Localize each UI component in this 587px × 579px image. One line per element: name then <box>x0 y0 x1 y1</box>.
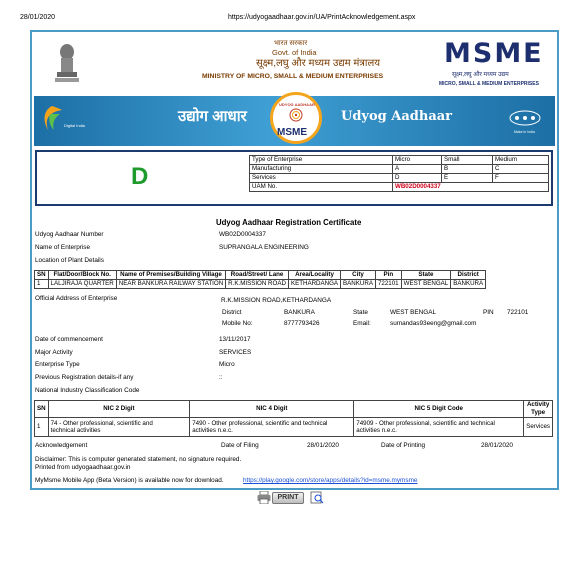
table-cell: F <box>493 174 549 183</box>
make-in-india-icon <box>508 108 542 128</box>
plant-table <box>34 270 486 289</box>
table-cell: B <box>442 165 493 174</box>
pin-label: PIN <box>483 309 494 316</box>
previous-reg-value: :: <box>219 374 223 381</box>
seal-msme-text: MSME <box>277 127 307 138</box>
table-cell: Micro <box>393 156 442 165</box>
print-url: https://udyogaadhaar.gov.in/UA/PrintAcknowledgement.aspx <box>228 14 416 21</box>
disclaimer: Disclaimer: This is computer generated statement, no signature required. <box>35 456 242 463</box>
uam-label: UAM No. <box>250 183 393 192</box>
ministry-text: MINISTRY OF MICRO, SMALL & MEDIUM ENTERPRISES <box>202 73 384 80</box>
table-row <box>35 280 486 289</box>
table-cell: WEST BENGAL <box>401 280 451 289</box>
table-header: NIC 4 Digit <box>190 401 354 418</box>
state-value: WEST BENGAL <box>390 309 437 316</box>
nic-table <box>34 400 553 437</box>
mobile-label: Mobile No: <box>222 320 253 327</box>
gov-text: Govt. of India <box>272 48 317 57</box>
enterprise-name-value: SUPRANGALA ENGINEERING <box>219 244 309 251</box>
table-header: SN <box>35 271 49 280</box>
table-header: NIC 2 Digit <box>48 401 190 418</box>
print-button[interactable]: PRINT <box>272 492 304 504</box>
category-table <box>249 155 549 192</box>
certificate-title: Udyog Aadhaar Registration Certificate <box>216 218 362 227</box>
table-cell: Medium <box>493 156 549 165</box>
msme-logo: MSME <box>444 38 544 69</box>
mobile-value: 8777793426 <box>284 320 320 327</box>
ack-label: Acknowledgement <box>35 442 88 449</box>
table-cell: D <box>393 174 442 183</box>
plant-label: Location of Plant Details <box>35 257 104 264</box>
uan-value: WB02D0004337 <box>219 231 266 238</box>
hindi-title: उद्योग आधार <box>178 108 247 125</box>
email-label: Email: <box>353 320 371 327</box>
state-label: State <box>353 309 368 316</box>
official-address-value: R.K.MISSION ROAD,KETHARDANGA <box>221 297 332 304</box>
digital-india-text: Digital India <box>64 123 85 128</box>
national-emblem-icon <box>52 42 82 86</box>
previous-reg-label: Previous Registration details-if any <box>35 374 134 381</box>
pin-value: 722101 <box>507 309 529 316</box>
table-row <box>250 183 549 192</box>
table-header: Road/Street/ Lane <box>226 271 289 280</box>
printed-from: Printed from udyogaadhaar.gov.in <box>35 464 131 471</box>
fingerprint-icon <box>289 108 303 122</box>
table-header: City <box>341 271 376 280</box>
commencement-value: 13/11/2017 <box>219 336 251 343</box>
table-cell: C <box>493 165 549 174</box>
uan-label: Udyog Aadhaar Number <box>35 231 104 238</box>
table-row <box>35 418 553 437</box>
table-header-row <box>35 401 553 418</box>
digital-india-logo-icon <box>40 104 64 132</box>
nic-label: National Industry Classification Code <box>35 387 140 394</box>
msme-sub-hindi: सूक्ष्म,लघु और मध्यम उद्यम <box>452 72 509 78</box>
table-cell: 722101 <box>375 280 401 289</box>
udyog-aadhaar-seal <box>270 92 322 144</box>
seal-ring-text: UDYOG AADHAAR <box>279 102 315 107</box>
nic2-line2: technical activities <box>50 427 101 434</box>
printing-label: Date of Printing <box>381 442 426 449</box>
enterprise-name-label: Name of Enterprise <box>35 244 91 251</box>
table-row <box>250 174 549 183</box>
table-cell <box>190 418 354 437</box>
nic4-line1: 7490 - Other professional, scientific and technical <box>192 420 328 427</box>
printer-icon[interactable] <box>257 491 271 504</box>
table-header: Flat/Door/Block No. <box>48 271 116 280</box>
major-activity-value: SERVICES <box>219 349 252 356</box>
category-letter: D <box>131 163 149 190</box>
table-header: Pin <box>375 271 401 280</box>
blue-banner <box>34 96 555 146</box>
table-row <box>250 156 549 165</box>
table-cell: 1 <box>35 418 49 437</box>
table-header: NIC 5 Digit Code <box>354 401 524 418</box>
table-cell: E <box>442 174 493 183</box>
filing-value: 28/01/2020 <box>307 442 339 449</box>
nic4-line2: activities n.e.c. <box>192 427 233 434</box>
banner-title: Udyog Aadhaar <box>341 109 453 124</box>
table-header-row <box>35 271 486 280</box>
table-cell: Services <box>524 418 553 437</box>
table-cell: Services <box>250 174 393 183</box>
table-cell: Type of Enterprise <box>250 156 393 165</box>
table-cell <box>48 418 190 437</box>
hindi-gov-text: भारत सरकार <box>274 40 308 47</box>
table-header: State <box>401 271 451 280</box>
category-box <box>35 150 553 206</box>
app-text: MyMsme Mobile App (Beta Version) is available now for download. <box>35 477 224 484</box>
msme-sub-text: MICRO, SMALL & MEDIUM ENTERPRISES <box>439 81 539 87</box>
app-download-link[interactable]: https://play.google.com/store/apps/details?id=msme.mymsme <box>243 477 418 484</box>
table-header: SN <box>35 401 49 418</box>
table-cell: Small <box>442 156 493 165</box>
table-cell: BANKURA <box>451 280 486 289</box>
table-cell: Manufacturing <box>250 165 393 174</box>
table-cell: BANKURA <box>341 280 376 289</box>
table-cell: LALJIRAJA QUARTER <box>48 280 116 289</box>
major-activity-label: Major Activity <box>35 349 73 356</box>
printing-value: 28/01/2020 <box>481 442 513 449</box>
official-address-label: Official Address of Enterprise <box>35 295 118 302</box>
table-header: Area/Locality <box>288 271 340 280</box>
commencement-label: Date of commencement <box>35 336 103 343</box>
table-cell: A <box>393 165 442 174</box>
top-banner <box>34 34 555 96</box>
table-header: Activity Type <box>524 401 553 418</box>
table-cell <box>354 418 524 437</box>
district-value: BANKURA <box>284 309 315 316</box>
make-in-india-text: Make in India <box>514 130 535 134</box>
nic5-line1: 74909 - Other professional, scientific and technical <box>356 420 495 427</box>
table-row <box>250 165 549 174</box>
district-label: District <box>222 309 242 316</box>
print-preview-icon[interactable] <box>310 491 324 504</box>
table-header: District <box>451 271 486 280</box>
table-cell: KETHARDANGA <box>288 280 340 289</box>
email-value: sumandas93eeng@gmail.com <box>390 320 477 327</box>
print-date: 28/01/2020 <box>20 14 56 21</box>
uam-value: WB02D0004337 <box>393 183 549 192</box>
hindi-ministry-text: सूक्ष्म,लघु और मध्यम उद्यम मंत्रालय <box>256 58 381 69</box>
enterprise-type-value: Micro <box>219 361 235 368</box>
nic2-line1: 74 - Other professional, scientific and <box>50 420 153 427</box>
filing-label: Date of Filing <box>221 442 259 449</box>
table-cell: 1 <box>35 280 49 289</box>
table-header: Name of Premises/Building Village <box>116 271 225 280</box>
enterprise-type-label: Enterprise Type <box>35 361 80 368</box>
nic5-line2: activities n.e.c. <box>356 427 397 434</box>
table-cell: R.K.MISSION ROAD <box>226 280 289 289</box>
table-cell: NEAR BANKURA RAILWAY STATION <box>116 280 225 289</box>
